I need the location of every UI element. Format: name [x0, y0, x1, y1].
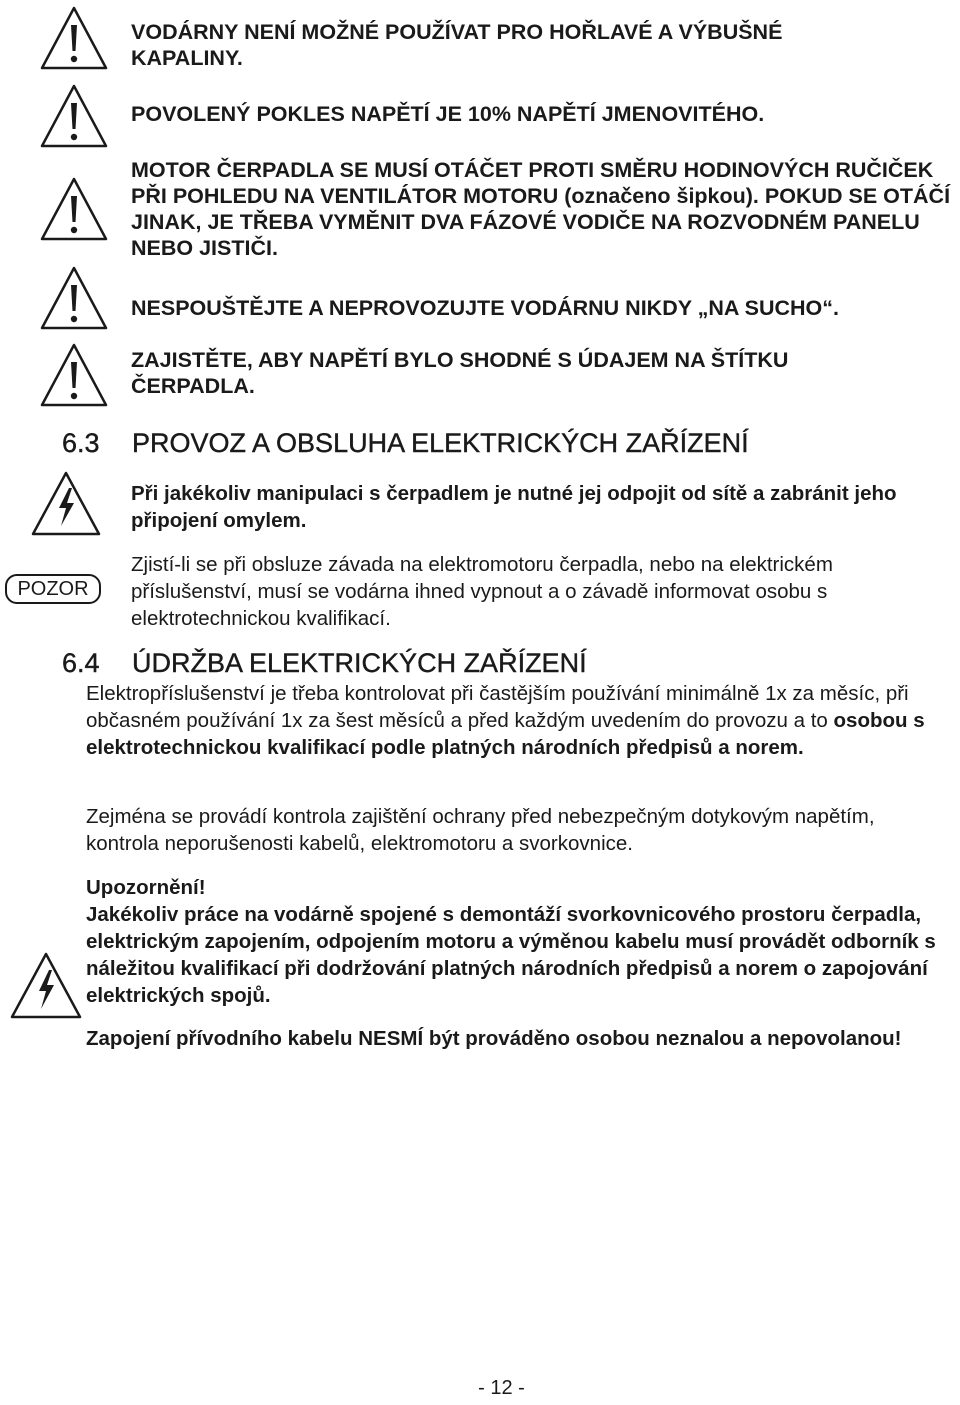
maintenance-paragraph — [86, 680, 956, 761]
electric-shock-icon — [9, 951, 83, 1021]
section-title: PROVOZ A OBSLUHA ELEKTRICKÝCH ZAŘÍZENÍ — [132, 428, 749, 458]
warning-icon — [39, 265, 109, 331]
maintenance-text: Elektropříslušenství je třeba kontrolovat při častějším používání minimálně 1x za měsíc, při občasném používání 1x za šest měsíců a před každým uvedením do provozu a to — [86, 682, 909, 732]
pozor-label: POZOR — [5, 574, 101, 604]
warning-text: POVOLENÝ POKLES NAPĚTÍ JE 10% NAPĚTÍ JMENOVITÉHO. — [131, 102, 765, 126]
warning-icon — [39, 342, 109, 408]
inspection-paragraph: Zejména se provádí kontrola zajištění ochrany před nebezpečným dotykovým napětím, kontrola neporušenosti kabelů, elektromotoru a svorkovnice. — [86, 805, 875, 855]
warning-text: ZAJISTĚTE, ABY NAPĚTÍ BYLO SHODNÉ S ÚDAJEM NA ŠTÍTKU ČERPADLA. — [131, 348, 789, 398]
section-heading — [62, 647, 587, 679]
pozor-text: Zjistí-li se při obsluze závada na elektromotoru čerpadla, nebo na elektrickém příslušenství, musí se vodárna ihned vypnout a o závadě informovat osobu s elektrotechnickou kvalifikací. — [131, 553, 833, 630]
notice-text: Jakékoliv práce na vodárně spojené s demontáží svorkovnicového prostoru čerpadla, elektrickým zapojením, odpojením motoru a výměnou kabelu musí provádět odborník s náležitou kvalifikací při dodržování platných národních předpisů a norem o zapojování elektrických spojů. — [86, 903, 936, 1007]
warning-text: VODÁRNY NENÍ MOŽNÉ POUŽÍVAT PRO HOŘLAVÉ A VÝBUŠNÉ KAPALINY. — [131, 20, 783, 70]
section-title: ÚDRŽBA ELEKTRICKÝCH ZAŘÍZENÍ — [132, 648, 587, 678]
warning-icon — [39, 5, 109, 71]
maintenance-text-bold: osobou s elektrotechnickou kvalifikací podle platných národních předpisů a norem. — [86, 709, 925, 759]
section-heading — [62, 427, 749, 459]
warning-text: NESPOUŠTĚJTE A NEPROVOZUJTE VODÁRNU NIKDY „NA SUCHO“. — [131, 296, 839, 320]
page-number: - 12 - — [478, 1377, 525, 1399]
shock-note: Při jakékoliv manipulaci s čerpadlem je nutné jej odpojit od sítě a zabránit jeho připojení omylem. — [131, 482, 897, 532]
final-warning: Zapojení přívodního kabelu NESMÍ být prováděno osobou neznalou a nepovolanou! — [86, 1027, 902, 1050]
section-number: 6.3 — [62, 428, 100, 458]
electric-shock-icon — [30, 470, 102, 538]
warning-text: MOTOR ČERPADLA SE MUSÍ OTÁČET PROTI SMĚRU HODINOVÝCH RUČIČEK PŘI POHLEDU NA VENTILÁTOR MOTORU (označeno šipkou). POKUD SE OTÁČÍ JINAK, JE TŘEBA VYMĚNIT DVA FÁZOVÉ VODIČE NA ROZVODNÉM PANELU NEBO JISTIČI. — [131, 158, 951, 260]
section-number: 6.4 — [62, 648, 100, 678]
notice-heading: Upozornění! — [86, 876, 206, 899]
warning-icon — [39, 83, 109, 149]
warning-icon — [39, 176, 109, 242]
